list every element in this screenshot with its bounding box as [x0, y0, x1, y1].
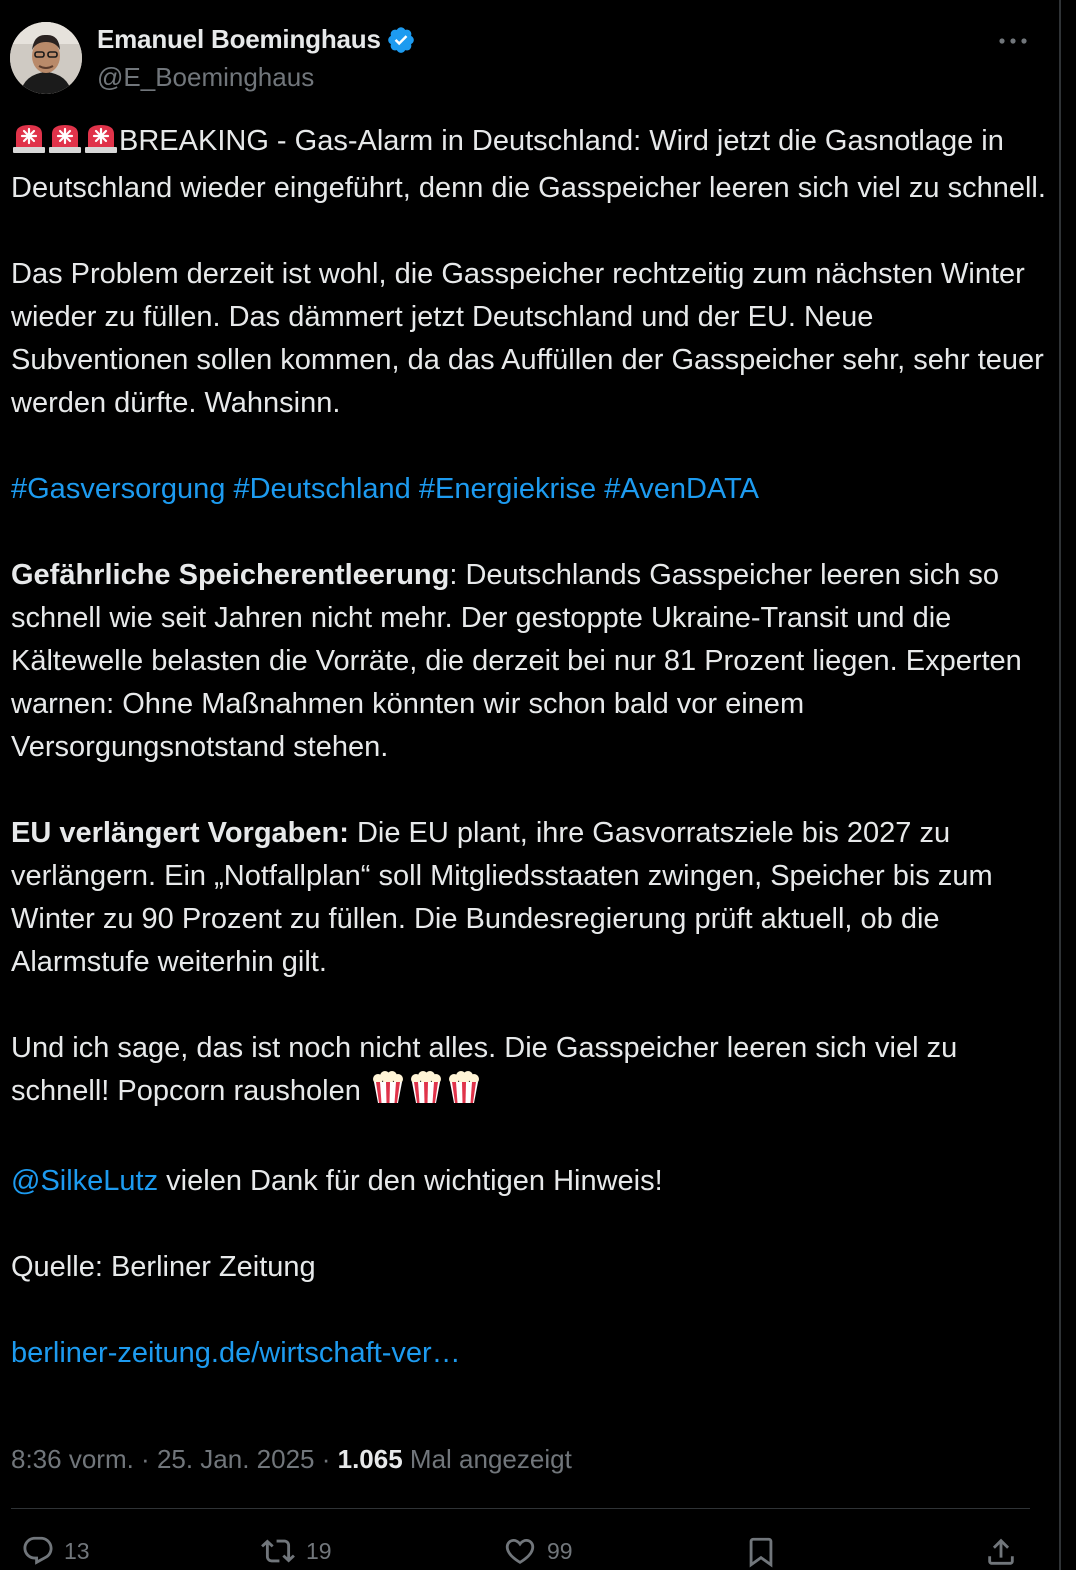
retweet-button[interactable] — [258, 1534, 332, 1568]
bookmark-icon — [744, 1534, 778, 1570]
eu-text: Die EU plant, ihre Gasvorratsziele bis 2027 zu verlängern. Ein „Notfallplan“ soll Mitgliedsstaaten zwingen, Speicher bis zum Winter zu 90 Prozent zu füllen. Die Bundesregierung prüft aktuell, ob die Alarmstufe weiterhin gilt. — [11, 817, 993, 978]
police-light-emoji — [47, 122, 83, 167]
verified-badge-icon[interactable] — [386, 25, 416, 55]
reply-icon — [20, 1534, 56, 1568]
tweet-paragraph-popcorn — [11, 1027, 1051, 1117]
article-link[interactable]: berliner-zeitung.de/wirtschaft-ver… — [11, 1337, 461, 1369]
divider — [11, 1508, 1030, 1509]
popcorn-emoji — [445, 1070, 483, 1117]
tweet-date[interactable]: 25. Jan. 2025 — [156, 1444, 315, 1474]
reply-button[interactable] — [20, 1534, 90, 1568]
meta-separator: · — [133, 1444, 157, 1474]
avatar-image — [10, 22, 82, 94]
share-icon — [984, 1534, 1018, 1570]
tweet-paragraph-storage — [11, 554, 1051, 769]
tweet-paragraph-breaking — [11, 120, 1051, 210]
police-light-emoji — [83, 122, 119, 167]
avatar[interactable] — [10, 22, 82, 94]
source-text: Quelle: Berliner Zeitung — [11, 1251, 316, 1283]
popcorn-text: Und ich sage, das ist noch nicht alles. Die Gasspeicher leeren sich viel zu schnell! Popcorn rausholen — [11, 1032, 958, 1107]
meta-separator: · — [314, 1444, 338, 1474]
tweet-paragraph-problem: Das Problem derzeit ist wohl, die Gasspeicher rechtzeitig zum nächsten Winter wieder zu füllen. Das dämmert jetzt Deutschland und der EU. Neue Subventionen sollen kommen, da das Auffüllen der Gasspeicher sehr, sehr teuer werden dürfte. Wahnsinn. — [11, 258, 1044, 419]
breaking-text: BREAKING - Gas-Alarm in Deutschland: Wird jetzt die Gasnotlage in Deutschland wieder eingeführt, denn die Gasspeicher leeren sich viel zu schnell. — [11, 125, 1046, 204]
hashtag-list — [11, 468, 1051, 511]
like-button[interactable] — [501, 1534, 573, 1568]
tweet-time[interactable]: 8:36 vorm. — [11, 1444, 134, 1474]
hashtag-link[interactable]: #AvenDATA — [604, 473, 760, 505]
retweet-icon — [258, 1534, 298, 1568]
thanks-text: vielen Dank für den wichtigen Hinweis! — [158, 1165, 663, 1197]
storage-text: : Deutschlands Gasspeicher leeren sich so schnell wie seit Jahren nicht mehr. Der gestoppte Ukraine-Transit und die Kältewelle belasten die Vorräte, die derzeit bei nur 81 Prozent liegen. Experten warnen: Ohne Maßnahmen könnten wir schon bald vor einem Versorgungsnotstand stehen. — [11, 559, 1022, 763]
popcorn-emoji — [407, 1070, 445, 1117]
retweet-count: 19 — [306, 1537, 332, 1564]
column-border — [1059, 0, 1061, 1570]
author-name[interactable]: Emanuel Boeminghaus — [97, 24, 381, 54]
tweet-text — [11, 120, 1051, 1418]
author-handle[interactable]: @E_Boeminghaus — [97, 62, 315, 92]
views-label: Mal angezeigt — [402, 1444, 572, 1474]
more-horizontal-icon[interactable] — [996, 26, 1030, 56]
eu-heading: EU verlängert Vorgaben: — [11, 817, 349, 849]
bookmark-button[interactable] — [744, 1534, 778, 1570]
tweet-paragraph-thanks — [11, 1160, 1051, 1203]
like-count: 99 — [547, 1537, 573, 1564]
tweet-paragraph-eu — [11, 812, 1051, 984]
tweet-meta — [11, 1444, 572, 1475]
storage-heading: Gefährliche Speicherentleerung — [11, 559, 450, 591]
author-name-row — [97, 24, 416, 55]
hashtag-link[interactable]: #Deutschland — [233, 473, 411, 505]
mention-link[interactable]: @SilkeLutz — [11, 1165, 159, 1197]
views-count: 1.065 — [337, 1444, 403, 1474]
heart-icon — [501, 1534, 539, 1568]
reply-count: 13 — [64, 1537, 90, 1564]
share-button[interactable] — [984, 1534, 1018, 1570]
action-bar — [0, 1520, 1059, 1570]
hashtag-link[interactable]: #Energiekrise — [418, 473, 597, 505]
popcorn-emoji — [369, 1070, 407, 1117]
hashtag-link[interactable]: #Gasversorgung — [11, 473, 226, 505]
police-light-emoji — [11, 122, 47, 167]
